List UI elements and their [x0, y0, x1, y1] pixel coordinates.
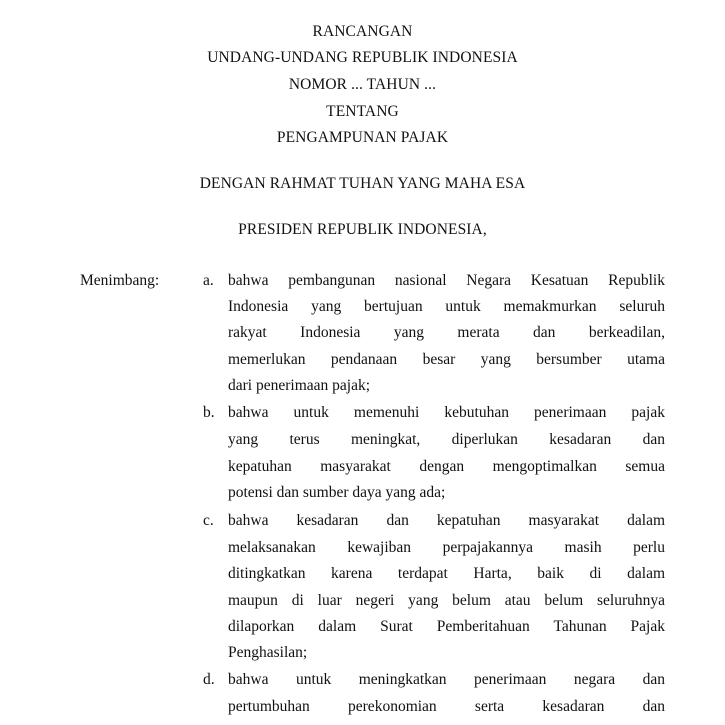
item-line: kepatuhan masyarakat dengan mengoptimalkan semua — [228, 458, 665, 475]
item-line: dilaporkan dalam Surat Pemberitahuan Tahunan Pajak — [228, 618, 665, 635]
item-line: bahwa untuk meningkatkan penerimaan negara dan — [228, 671, 665, 688]
item-line: bahwa kesadaran dan kepatuhan masyarakat dalam — [228, 512, 665, 529]
draft-label: RANCANGAN — [312, 23, 413, 40]
president-line: PRESIDEN REPUBLIK INDONESIA, — [238, 221, 487, 238]
item-line: ditingkatkan karena terdapat Harta, baik di dalam — [228, 565, 665, 582]
item-marker: a. — [203, 272, 214, 289]
law-title: UNDANG-UNDANG REPUBLIK INDONESIA — [207, 49, 518, 66]
item-line: yang terus meningkat, diperlukan kesadaran dan — [228, 431, 665, 448]
law-number: NOMOR ... TAHUN ... — [288, 76, 437, 93]
about-label: TENTANG — [326, 103, 399, 120]
considering-label: Menimbang: — [80, 272, 160, 289]
item-line: memerlukan pendanaan besar yang bersumber utama — [228, 351, 665, 368]
item-line: bahwa pembangunan nasional Negara Kesatuan Republik — [228, 272, 665, 289]
item-line: pertumbuhan perekonomian serta kesadaran dan — [228, 698, 665, 715]
law-subject: PENGAMPUNAN PAJAK — [276, 129, 449, 146]
item-line: melaksanakan kewajiban perpajakannya masih perlu — [228, 539, 665, 556]
invocation: DENGAN RAHMAT TUHAN YANG MAHA ESA — [199, 175, 526, 192]
item-line: potensi dan sumber daya yang ada; — [228, 484, 446, 501]
item-line: maupun di luar negeri yang belum atau belum seluruhnya — [228, 592, 665, 609]
item-marker: d. — [203, 671, 215, 688]
item-marker: c. — [203, 512, 214, 529]
item-line: Indonesia yang bertujuan untuk memakmurkan seluruh — [228, 298, 665, 315]
item-line: Penghasilan; — [228, 644, 308, 661]
item-line: bahwa untuk memenuhi kebutuhan penerimaan pajak — [228, 404, 665, 421]
item-line: rakyat Indonesia yang merata dan berkeadilan, — [228, 324, 665, 341]
item-line: dari penerimaan pajak; — [228, 377, 371, 394]
item-marker: b. — [203, 404, 215, 421]
